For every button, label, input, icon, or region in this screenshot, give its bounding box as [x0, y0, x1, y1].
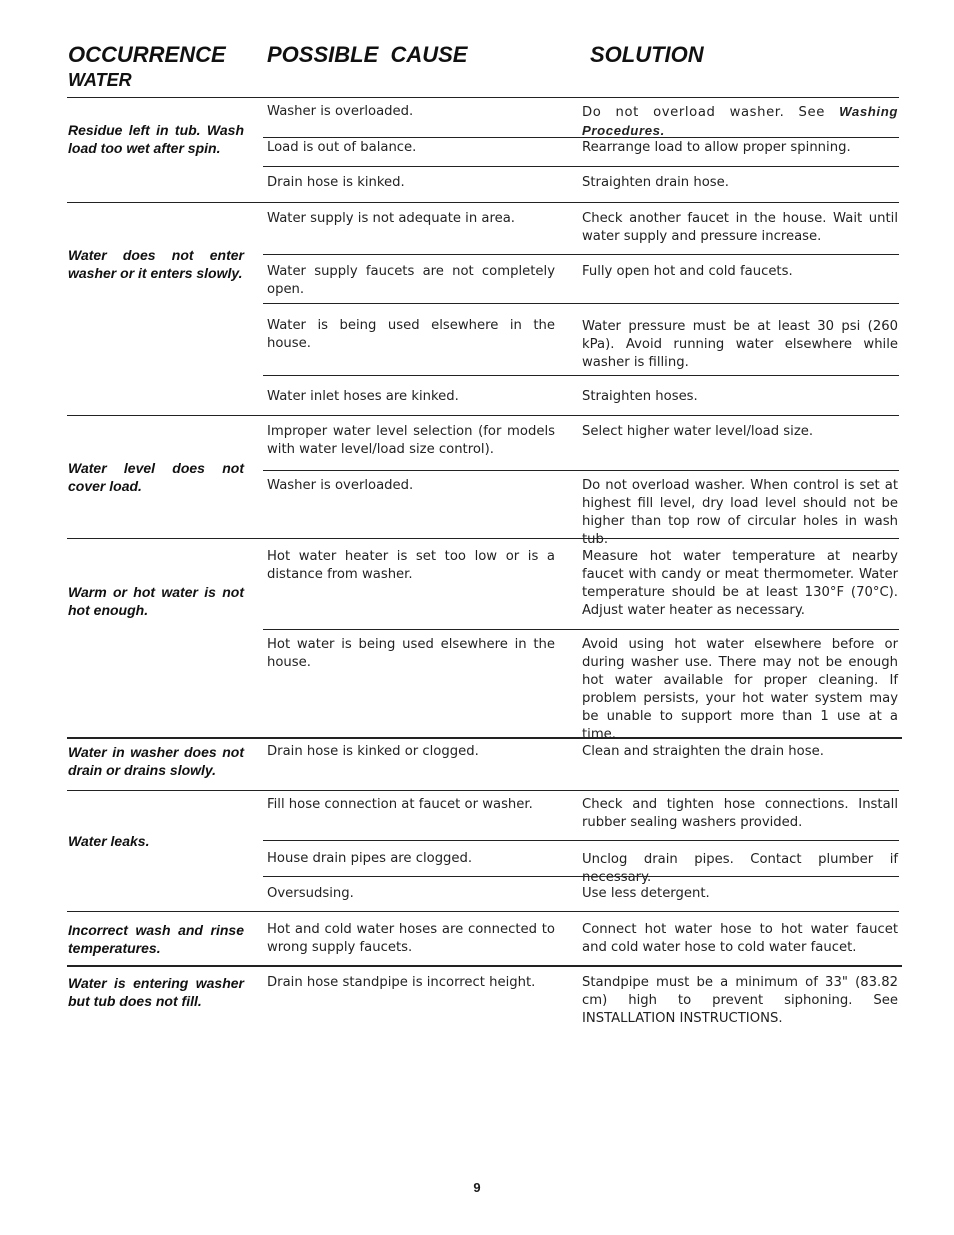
- solution-main: Rearrange load to allow proper spinning.: [582, 140, 851, 155]
- group-divider: [67, 538, 899, 539]
- row-divider: [263, 375, 899, 376]
- solution-main: Connect hot water hose to hot water faucet and cold water hose to cold water faucet.: [582, 922, 898, 955]
- occurrence-label: Water is entering washer but tub does not fill.: [68, 975, 244, 1009]
- solution-main: Use less detergent.: [582, 886, 710, 901]
- header-occurrence: OCCURRENCE: [68, 42, 226, 67]
- occurrence-label: Residue left in tub. Wash load too wet after spin.: [68, 122, 244, 156]
- solution-text: [582, 139, 898, 157]
- occurrence-label: Water in washer does not drain or drains slowly.: [68, 744, 244, 778]
- possible-cause: Hot and cold water hoses are connected to wrong supply faucets.: [267, 922, 555, 955]
- possible-cause: Water inlet hoses are kinked.: [267, 389, 459, 404]
- solution-text: [582, 796, 898, 832]
- possible-cause: Fill hose connection at faucet or washer.: [267, 797, 533, 812]
- solution-main: Straighten drain hose.: [582, 175, 729, 190]
- solution-text: [582, 921, 898, 957]
- occurrence-label: Warm or hot water is not hot enough.: [68, 584, 244, 618]
- solution-text: [582, 103, 898, 141]
- solution-main: Straighten hoses.: [582, 389, 698, 404]
- row-divider: [263, 840, 899, 841]
- row-divider: [263, 254, 899, 255]
- group-divider: [67, 790, 899, 791]
- occurrence-label: Water leaks.: [68, 833, 150, 849]
- row-divider: [263, 470, 899, 471]
- header-possible-cause: POSSIBLE CAUSE: [267, 42, 468, 67]
- header-solution: SOLUTION: [590, 42, 704, 67]
- solution-main: Check another faucet in the house. Wait until water supply and pressure increase.: [582, 211, 898, 244]
- solution-text: [582, 174, 898, 192]
- solution-main: Clean and straighten the drain hose.: [582, 744, 824, 759]
- solution-text: [582, 210, 898, 246]
- row-divider: [263, 303, 899, 304]
- solution-main: Fully open hot and cold faucets.: [582, 264, 793, 279]
- possible-cause: House drain pipes are clogged.: [267, 851, 473, 866]
- solution-text: [582, 636, 898, 744]
- row-divider: [263, 629, 899, 630]
- possible-cause: Improper water level selection (for models with water level/load size control).: [267, 424, 555, 457]
- group-divider: [67, 415, 899, 416]
- solution-main: Check and tighten hose connections. Install rubber sealing washers provided.: [582, 797, 898, 830]
- solution-main: Standpipe must be a minimum of 33" (83.82 cm) high to prevent siphoning. See INSTALLATION INSTRUCTIONS.: [582, 975, 898, 1026]
- possible-cause: Hot water heater is set too low or is a distance from washer.: [267, 549, 555, 582]
- solution-main: Avoid using hot water elsewhere before or during washer use. There may not be enough hot water available for proper cleaning. If problem persists, your hot water system may be unable to support more than 1 use at a time.: [582, 637, 898, 742]
- possible-cause: Load is out of balance.: [267, 140, 417, 155]
- solution-main: Measure hot water temperature at nearby faucet with candy or meat thermometer. Water temperature should be at least 130°F (70°C). Adjust water heater as necessary.: [582, 549, 898, 618]
- solution-emphasis: Washing Procedures.: [582, 104, 899, 138]
- page-number: 9: [473, 1180, 481, 1195]
- possible-cause: Washer is overloaded.: [267, 104, 414, 119]
- solution-main: Water pressure must be at least 30 psi (260 kPa). Avoid running water elsewhere while washer is filling.: [582, 319, 898, 370]
- possible-cause: Water supply is not adequate in area.: [267, 211, 515, 226]
- possible-cause: Water is being used elsewhere in the house.: [267, 318, 555, 351]
- possible-cause: Hot water is being used elsewhere in the house.: [267, 637, 555, 670]
- occurrence-label: Water does not enter washer or it enters slowly.: [68, 247, 244, 281]
- solution-text: [582, 548, 898, 620]
- solution-text: [582, 743, 898, 761]
- row-divider: [263, 166, 899, 167]
- solution-main: Do not overload washer. When control is set at highest fill level, dry load level should not be higher than top row of circular holes in wash tub.: [582, 478, 898, 547]
- solution-main: Do not overload washer. See: [582, 105, 825, 120]
- solution-text: [582, 885, 898, 903]
- solution-text: [582, 423, 898, 441]
- possible-cause: Oversudsing.: [267, 886, 354, 901]
- occurrence-label: Water level does not cover load.: [68, 460, 244, 494]
- possible-cause: Drain hose is kinked.: [267, 175, 405, 190]
- possible-cause: Drain hose is kinked or clogged.: [267, 744, 479, 759]
- solution-text: [582, 318, 898, 372]
- possible-cause: Drain hose standpipe is incorrect height.: [267, 975, 536, 990]
- solution-text: [582, 263, 898, 281]
- group-divider: [67, 737, 902, 739]
- solution-text: [582, 851, 898, 887]
- solution-main: Select higher water level/load size.: [582, 424, 814, 439]
- solution-text: [582, 388, 898, 406]
- group-divider: [67, 97, 899, 98]
- header-section-water: WATER: [68, 70, 132, 90]
- group-divider: [67, 965, 902, 967]
- possible-cause: Water supply faucets are not completely open.: [267, 264, 555, 297]
- group-divider: [67, 911, 899, 912]
- occurrence-label: Incorrect wash and rinse temperatures.: [68, 922, 244, 956]
- group-divider: [67, 202, 899, 203]
- solution-text: [582, 974, 898, 1028]
- solution-main: Unclog drain pipes. Contact plumber if necessary.: [582, 852, 898, 885]
- possible-cause: Washer is overloaded.: [267, 478, 414, 493]
